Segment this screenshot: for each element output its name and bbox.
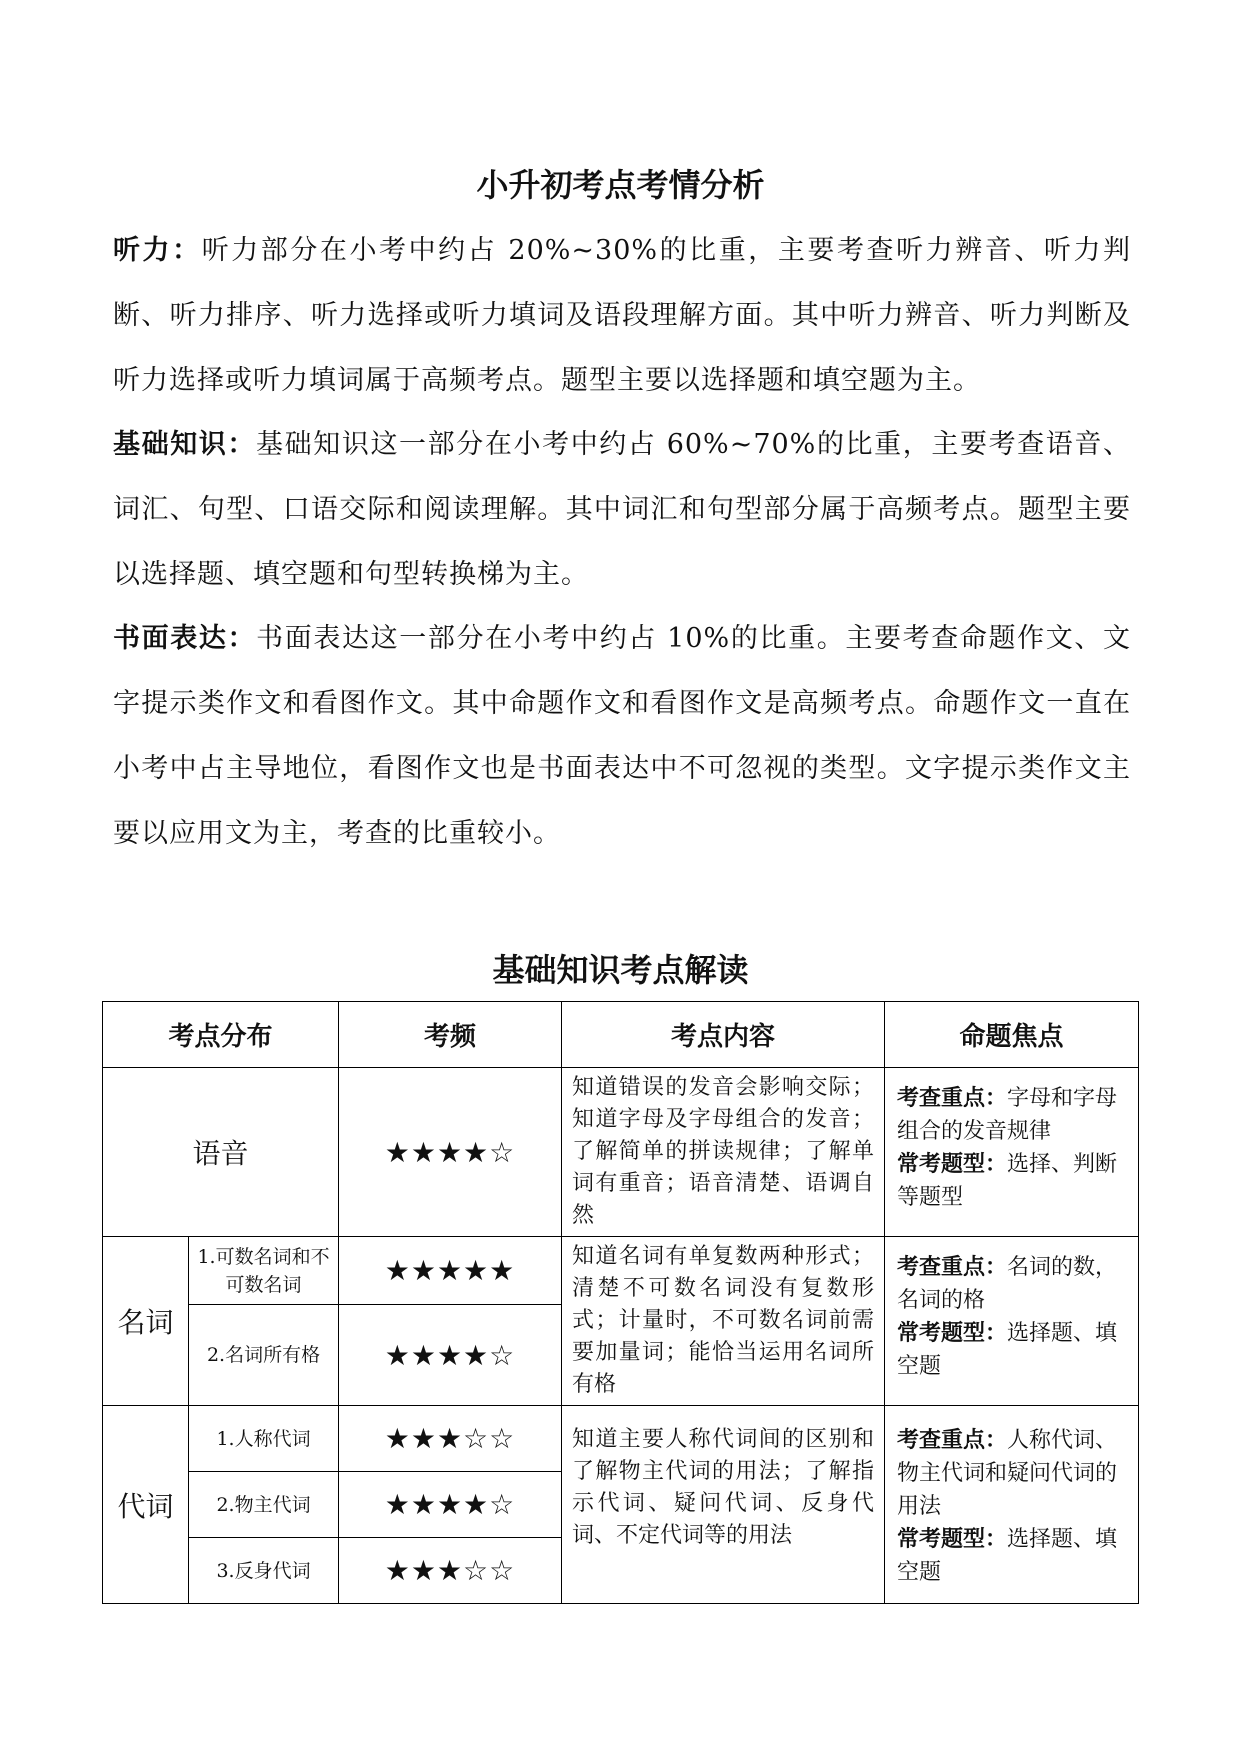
paragraph-label: 基础知识： bbox=[113, 429, 257, 460]
focus-cell bbox=[885, 1237, 1139, 1406]
subcategory-cell: 1.可数名词和不可数名词 bbox=[189, 1237, 339, 1305]
focus-text: 选择题、填空题 bbox=[897, 1527, 1118, 1585]
table-row bbox=[103, 1237, 1139, 1305]
table-header-row bbox=[103, 1002, 1139, 1068]
focus-text: 名词的数，名词的格 bbox=[897, 1255, 1118, 1313]
content-cell: 知道名词有单复数两种形式；清楚不可数名词没有复数形式；计量时，不可数名词前需要加量词；能恰当运用名词所有格 bbox=[562, 1237, 885, 1406]
paragraph-text: 基础知识这一部分在小考中约占 60%~70%的比重，主要考查语音、词汇、句型、口语交际和阅读理解。其中词汇和句型部分属于高频考点。题型主要以选择题、填空题和句型转换梯为主。 bbox=[113, 429, 1131, 590]
frequency-stars: ★★★★☆ bbox=[339, 1305, 562, 1406]
header-distribution: 考点分布 bbox=[103, 1002, 339, 1068]
header-content: 考点内容 bbox=[562, 1002, 885, 1068]
section-title: 基础知识考点解读 bbox=[492, 951, 749, 989]
frequency-stars: ★★★★☆ bbox=[339, 1472, 562, 1538]
content-cell: 知道主要人称代词间的区别和了解物主代词的用法；了解指示代词、疑问代词、反身代词、不定代词等的用法 bbox=[562, 1406, 885, 1604]
header-focus: 命题焦点 bbox=[885, 1002, 1139, 1068]
focus-label: 常考题型： bbox=[897, 1152, 1008, 1177]
paragraph-text: 书面表达这一部分在小考中约占 10%的比重。主要考查命题作文、文字提示类作文和看图作文。其中命题作文和看图作文是高频考点。命题作文一直在小考中占主导地位，看图作文也是书面表达中不可忽视的类型。文字提示类作文主要以应用文为主，考查的比重较小。 bbox=[113, 623, 1132, 849]
focus-text: 选择、判断等题型 bbox=[897, 1152, 1118, 1210]
paragraph-label: 听力： bbox=[113, 235, 202, 266]
paragraph-basic-knowledge bbox=[113, 412, 1131, 607]
content-cell: 知道错误的发音会影响交际；知道字母及字母组合的发音；了解简单的拼读规律；了解单词有重音；语音清楚、语调自然 bbox=[562, 1068, 885, 1237]
paragraph-writing bbox=[113, 606, 1131, 866]
focus-label: 考查重点： bbox=[897, 1255, 1008, 1280]
category-cell: 名词 bbox=[103, 1237, 189, 1406]
category-cell: 语音 bbox=[103, 1068, 339, 1237]
focus-text: 字母和字母组合的发音规律 bbox=[897, 1086, 1118, 1144]
focus-text: 人称代词、物主代词和疑问代词的用法 bbox=[897, 1428, 1118, 1519]
focus-label: 常考题型： bbox=[897, 1527, 1008, 1552]
header-frequency: 考频 bbox=[339, 1002, 562, 1068]
page-title: 小升初考点考情分析 bbox=[476, 166, 765, 204]
subcategory-cell: 2.名词所有格 bbox=[189, 1305, 339, 1406]
focus-label: 考查重点： bbox=[897, 1428, 1008, 1453]
focus-cell bbox=[885, 1406, 1139, 1604]
subcategory-cell: 1.人称代词 bbox=[189, 1406, 339, 1472]
table-row bbox=[103, 1406, 1139, 1472]
paragraph-text: 听力部分在小考中约占 20%~30%的比重，主要考查听力辨音、听力判断、听力排序、听力选择或听力填词及语段理解方面。其中听力辨音、听力判断及听力选择或听力填词属于高频考点。题型主要以选择题和填空题为主。 bbox=[113, 235, 1132, 396]
paragraph-listening bbox=[113, 218, 1131, 413]
table-row bbox=[103, 1068, 1139, 1237]
focus-text: 选择题、填空题 bbox=[897, 1321, 1118, 1379]
category-cell: 代词 bbox=[103, 1406, 189, 1604]
focus-cell bbox=[885, 1068, 1139, 1237]
paragraph-label: 书面表达： bbox=[113, 623, 257, 654]
focus-label: 常考题型： bbox=[897, 1321, 1008, 1346]
subcategory-cell: 2.物主代词 bbox=[189, 1472, 339, 1538]
frequency-stars: ★★★☆☆ bbox=[339, 1406, 562, 1472]
frequency-stars: ★★★☆☆ bbox=[339, 1538, 562, 1604]
exam-points-table bbox=[102, 1001, 1139, 1604]
frequency-stars: ★★★★☆ bbox=[339, 1068, 562, 1237]
focus-label: 考查重点： bbox=[897, 1086, 1008, 1111]
subcategory-cell: 3.反身代词 bbox=[189, 1538, 339, 1604]
frequency-stars: ★★★★★ bbox=[339, 1237, 562, 1305]
